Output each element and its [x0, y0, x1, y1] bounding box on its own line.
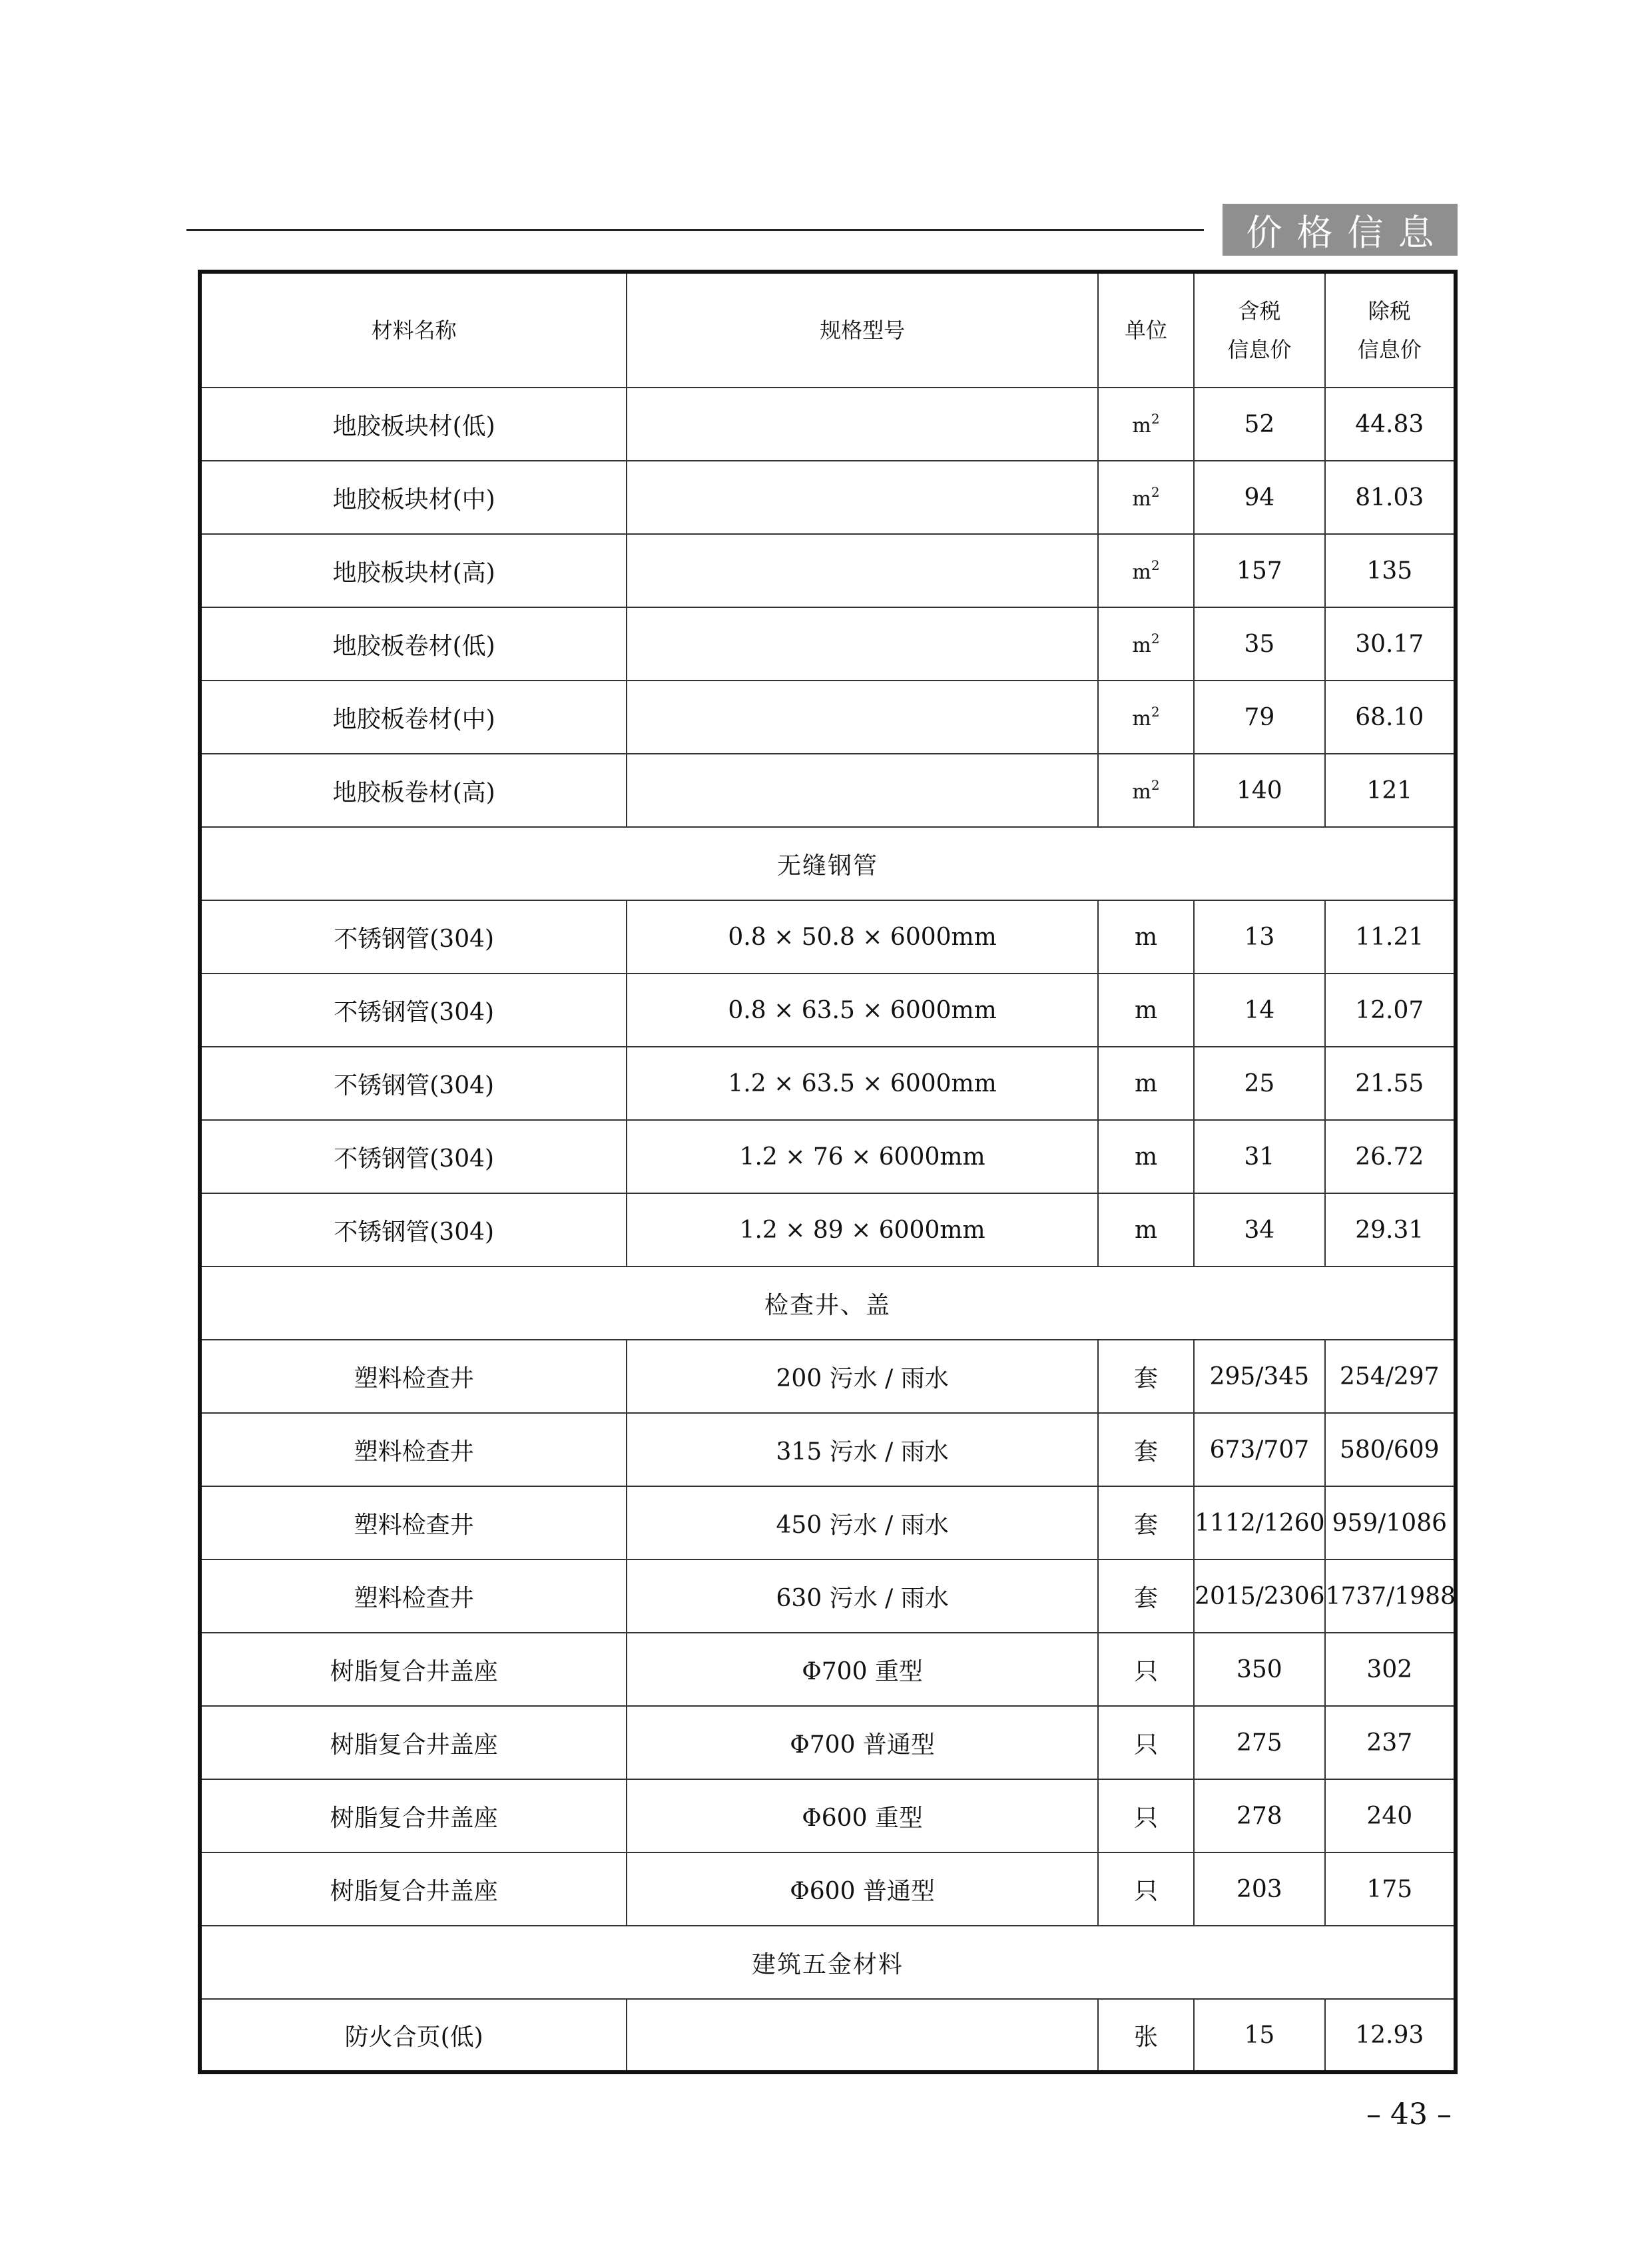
table-row — [200, 900, 1456, 974]
unit-cell — [1098, 607, 1194, 681]
spec-cell: Φ600 普通型 — [627, 1852, 1098, 1926]
price-tax-excl-cell: 29.31 — [1325, 1193, 1456, 1267]
price-tax-incl-cell: 94 — [1194, 461, 1324, 534]
price-tax-incl-cell: 25 — [1194, 1047, 1324, 1120]
price-tax-incl-cell: 295/345 — [1194, 1340, 1324, 1413]
price-tax-incl-cell: 52 — [1194, 388, 1324, 461]
unit-cell — [1098, 900, 1194, 974]
spec-cell: Φ600 重型 — [627, 1779, 1098, 1852]
price-tax-excl-cell: 26.72 — [1325, 1120, 1456, 1193]
material-name-cell: 不锈钢管(304) — [200, 1047, 627, 1120]
unit-text: 套 — [1134, 1438, 1159, 1466]
table-row — [200, 1633, 1456, 1706]
unit-cell — [1098, 1779, 1194, 1852]
spec-cell: 630 污水 / 雨水 — [627, 1559, 1098, 1633]
material-name-cell: 地胶板卷材(中) — [200, 681, 627, 754]
material-name-cell: 地胶板卷材(高) — [200, 754, 627, 827]
price-tax-excl-cell: 175 — [1325, 1852, 1456, 1926]
price-table — [198, 270, 1458, 2074]
table-row — [200, 1120, 1456, 1193]
unit-superscript: 2 — [1151, 557, 1160, 573]
unit-text: 套 — [1134, 1584, 1159, 1612]
table-row — [200, 1779, 1456, 1852]
table-row — [200, 388, 1456, 461]
page-number: – 43 – — [1366, 2098, 1452, 2131]
spec-cell: 315 污水 / 雨水 — [627, 1413, 1098, 1486]
column-header-tax-excl: 除税 信息价 — [1325, 272, 1456, 388]
unit-text: 套 — [1134, 1511, 1159, 1539]
table-row — [200, 607, 1456, 681]
unit-text: m — [1134, 996, 1158, 1024]
unit-cell — [1098, 1559, 1194, 1633]
unit-cell — [1098, 681, 1194, 754]
price-tax-excl-cell: 81.03 — [1325, 461, 1456, 534]
column-header-tax-incl: 含税 信息价 — [1194, 272, 1324, 388]
unit-cell — [1098, 754, 1194, 827]
unit-text: m — [1132, 706, 1151, 730]
column-header-name: 材料名称 — [200, 272, 627, 388]
unit-text: m — [1134, 1069, 1158, 1097]
material-name-cell: 树脂复合井盖座 — [200, 1633, 627, 1706]
material-name-cell: 塑料检查井 — [200, 1413, 627, 1486]
unit-cell — [1098, 1047, 1194, 1120]
table-row — [200, 1706, 1456, 1779]
price-tax-excl-cell: 30.17 — [1325, 607, 1456, 681]
price-tax-excl-cell: 68.10 — [1325, 681, 1456, 754]
material-name-cell: 不锈钢管(304) — [200, 1120, 627, 1193]
unit-text: 套 — [1134, 1364, 1159, 1392]
price-tax-excl-cell: 1737/1988 — [1325, 1559, 1456, 1633]
price-tax-incl-cell: 673/707 — [1194, 1413, 1324, 1486]
material-name-cell: 树脂复合井盖座 — [200, 1779, 627, 1852]
spec-cell: Φ700 普通型 — [627, 1706, 1098, 1779]
material-name-cell: 树脂复合井盖座 — [200, 1706, 627, 1779]
spec-cell — [627, 461, 1098, 534]
table-row — [200, 1559, 1456, 1633]
table-row — [200, 461, 1456, 534]
spec-cell — [627, 681, 1098, 754]
unit-cell — [1098, 534, 1194, 607]
price-tax-incl-cell: 35 — [1194, 607, 1324, 681]
material-name-cell: 不锈钢管(304) — [200, 1193, 627, 1267]
unit-text: 只 — [1134, 1804, 1159, 1832]
table-group-row — [200, 1267, 1456, 1340]
unit-cell — [1098, 974, 1194, 1047]
material-name-cell: 塑料检查井 — [200, 1486, 627, 1559]
price-tax-excl-cell: 12.07 — [1325, 974, 1456, 1047]
table-row — [200, 534, 1456, 607]
price-tax-excl-cell: 240 — [1325, 1779, 1456, 1852]
unit-text: 只 — [1134, 1877, 1159, 1905]
material-name-cell: 地胶板块材(中) — [200, 461, 627, 534]
price-tax-incl-cell: 2015/2306 — [1194, 1559, 1324, 1633]
material-name-cell: 不锈钢管(304) — [200, 974, 627, 1047]
table-row — [200, 1486, 1456, 1559]
table-row — [200, 974, 1456, 1047]
unit-text: m — [1132, 780, 1151, 804]
price-tax-excl-cell: 237 — [1325, 1706, 1456, 1779]
price-tax-excl-cell: 21.55 — [1325, 1047, 1456, 1120]
table-group-row — [200, 827, 1456, 900]
group-title: 无缝钢管 — [200, 827, 1456, 900]
price-tax-excl-cell: 959/1086 — [1325, 1486, 1456, 1559]
table-row — [200, 1413, 1456, 1486]
material-name-cell: 地胶板块材(低) — [200, 388, 627, 461]
spec-cell: 1.2 × 89 × 6000mm — [627, 1193, 1098, 1267]
table-group-row — [200, 1926, 1456, 1999]
unit-text: m — [1134, 1143, 1158, 1171]
table-row — [200, 1999, 1456, 2072]
unit-text: 只 — [1134, 1731, 1159, 1759]
table-row — [200, 1340, 1456, 1413]
spec-cell: 450 污水 / 雨水 — [627, 1486, 1098, 1559]
material-name-cell: 塑料检查井 — [200, 1559, 627, 1633]
spec-cell: Φ700 重型 — [627, 1633, 1098, 1706]
unit-superscript: 2 — [1151, 483, 1160, 500]
table-body — [200, 388, 1456, 2072]
spec-cell: 1.2 × 63.5 × 6000mm — [627, 1047, 1098, 1120]
unit-cell — [1098, 1999, 1194, 2072]
price-tax-excl-cell: 12.93 — [1325, 1999, 1456, 2072]
unit-cell — [1098, 461, 1194, 534]
spec-cell — [627, 388, 1098, 461]
group-title: 检查井、盖 — [200, 1267, 1456, 1340]
price-tax-excl-cell: 11.21 — [1325, 900, 1456, 974]
price-tax-incl-cell: 31 — [1194, 1120, 1324, 1193]
unit-text: m — [1134, 1216, 1158, 1244]
table-row — [200, 1047, 1456, 1120]
spec-cell: 1.2 × 76 × 6000mm — [627, 1120, 1098, 1193]
column-header-spec: 规格型号 — [627, 272, 1098, 388]
column-header-unit: 单位 — [1098, 272, 1194, 388]
price-tax-excl-cell: 135 — [1325, 534, 1456, 607]
unit-superscript: 2 — [1151, 703, 1160, 720]
price-tax-incl-cell: 15 — [1194, 1999, 1324, 2072]
price-tax-incl-cell: 157 — [1194, 534, 1324, 607]
spec-cell — [627, 754, 1098, 827]
spec-cell — [627, 1999, 1098, 2072]
header-rule — [186, 229, 1204, 231]
material-name-cell: 地胶板卷材(低) — [200, 607, 627, 681]
unit-cell — [1098, 1120, 1194, 1193]
price-tax-excl-cell: 121 — [1325, 754, 1456, 827]
spec-cell — [627, 607, 1098, 681]
unit-cell — [1098, 1852, 1194, 1926]
unit-text: m — [1132, 414, 1151, 437]
price-tax-excl-cell: 302 — [1325, 1633, 1456, 1706]
table-row — [200, 1852, 1456, 1926]
price-tax-incl-cell: 275 — [1194, 1706, 1324, 1779]
price-tax-incl-cell: 203 — [1194, 1852, 1324, 1926]
material-name-cell: 不锈钢管(304) — [200, 900, 627, 974]
price-tax-incl-cell: 14 — [1194, 974, 1324, 1047]
table-header-row — [200, 272, 1456, 388]
spec-cell — [627, 534, 1098, 607]
unit-text: 张 — [1134, 2023, 1159, 2051]
group-title: 建筑五金材料 — [200, 1926, 1456, 1999]
unit-cell — [1098, 1340, 1194, 1413]
unit-superscript: 2 — [1151, 776, 1160, 793]
unit-cell — [1098, 1486, 1194, 1559]
price-tax-incl-cell: 34 — [1194, 1193, 1324, 1267]
unit-cell — [1098, 1193, 1194, 1267]
material-name-cell: 树脂复合井盖座 — [200, 1852, 627, 1926]
price-tax-incl-cell: 140 — [1194, 754, 1324, 827]
price-tax-excl-cell: 254/297 — [1325, 1340, 1456, 1413]
price-tax-excl-cell: 580/609 — [1325, 1413, 1456, 1486]
unit-cell — [1098, 1706, 1194, 1779]
material-name-cell: 塑料检查井 — [200, 1340, 627, 1413]
price-tax-incl-cell: 13 — [1194, 900, 1324, 974]
price-tax-incl-cell: 350 — [1194, 1633, 1324, 1706]
table-row — [200, 1193, 1456, 1267]
table-row — [200, 681, 1456, 754]
price-tax-incl-cell: 278 — [1194, 1779, 1324, 1852]
material-name-cell: 地胶板块材(高) — [200, 534, 627, 607]
unit-text: 只 — [1134, 1657, 1159, 1685]
unit-text: m — [1132, 560, 1151, 584]
price-tax-incl-cell: 1112/1260 — [1194, 1486, 1324, 1559]
spec-cell: 200 污水 / 雨水 — [627, 1340, 1098, 1413]
unit-text: m — [1132, 633, 1151, 657]
unit-text: m — [1134, 923, 1158, 951]
price-tax-excl-cell: 44.83 — [1325, 388, 1456, 461]
price-tax-incl-cell: 79 — [1194, 681, 1324, 754]
unit-text: m — [1132, 487, 1151, 511]
spec-cell: 0.8 × 63.5 × 6000mm — [627, 974, 1098, 1047]
unit-cell — [1098, 1413, 1194, 1486]
material-name-cell: 防火合页(低) — [200, 1999, 627, 2072]
unit-cell — [1098, 388, 1194, 461]
unit-superscript: 2 — [1151, 410, 1160, 427]
unit-cell — [1098, 1633, 1194, 1706]
spec-cell: 0.8 × 50.8 × 6000mm — [627, 900, 1098, 974]
unit-superscript: 2 — [1151, 630, 1160, 647]
table-row — [200, 754, 1456, 827]
section-title: 价格信息 — [1223, 204, 1458, 256]
